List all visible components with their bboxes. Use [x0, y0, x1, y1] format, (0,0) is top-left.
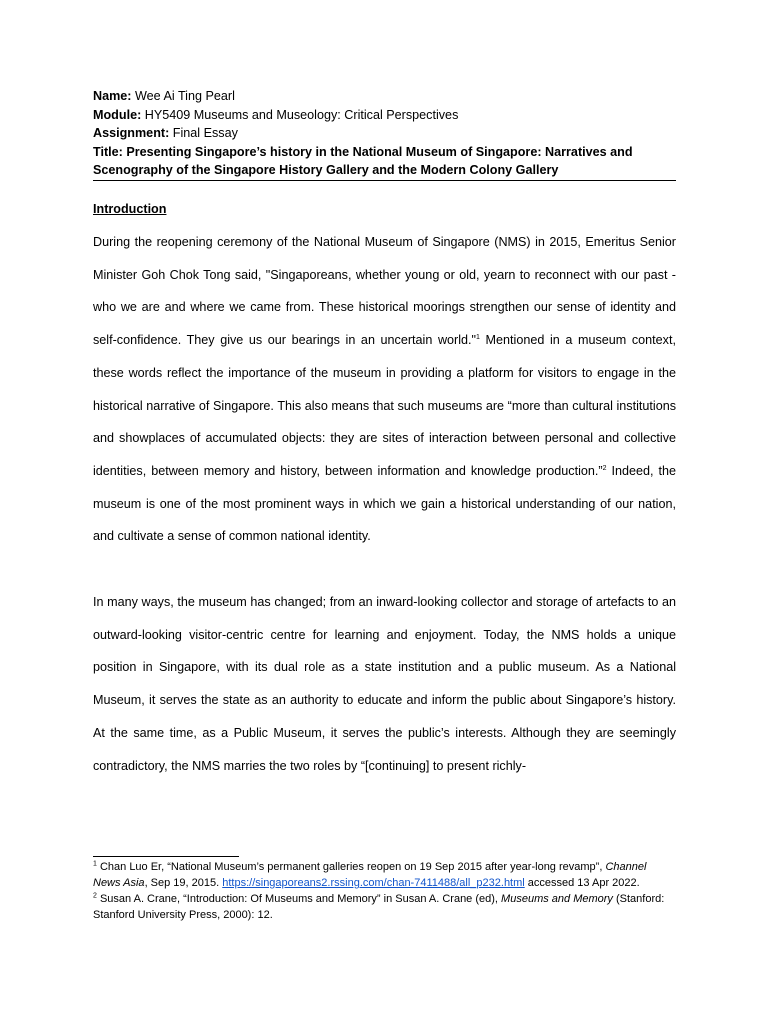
module-value: HY5409 Museums and Museology: Critical Perspectives	[141, 107, 459, 122]
name-label: Name:	[93, 89, 132, 103]
assignment-value: Final Essay	[169, 126, 238, 140]
footnote-1-number: 1	[93, 860, 97, 868]
footnote-2	[93, 891, 676, 923]
assignment-line	[93, 124, 676, 143]
footnote-separator	[93, 856, 239, 857]
paragraph-2: In many ways, the museum has changed; from an inward-looking collector and storage of artefacts to an outward-looking visitor-centric centre for learning and enjoyment. Today, the NMS holds a unique position in Singapore, with its dual role as a state institution and a public museum. As a National Museum, it serves the state as an authority to educate and inform the public about Singapore’s history. At the same time, as a Public Museum, it serves the public’s interests. Although they are seemingly contradictory, the NMS marries the two roles by “[continuing] to present richly-	[93, 595, 676, 773]
footnote-1-source: Channel News Asia	[93, 861, 647, 889]
name-value: Wee Ai Ting Pearl	[131, 89, 235, 103]
module-label: Module:	[93, 107, 142, 122]
footnote-2-text-b: (Stanford: Stanford University Press, 2000): 12.	[93, 893, 665, 921]
paragraph-1-part-2: Mentioned in a museum context, these words reflect the importance of the museum in providing a platform for visitors to engage in the historical narrative of Singapore. This also means that such museums are “more than cultural institutions and showplaces of accumulated objects: they are sites of interaction between personal and collective identities, between memory and history, between information and knowledge production.”	[93, 333, 676, 478]
footnotes	[93, 859, 676, 923]
essay-title-line-1: Title: Presenting Singapore’s history in the National Museum of Singapore: Narratives and	[93, 144, 633, 159]
paragraph-1	[93, 226, 676, 553]
paragraph-1-part-3: Indeed, the museum is one of the most prominent ways in which we gain a historical understanding of our nation, and cultivate a sense of common national identity.	[93, 463, 676, 544]
footnote-2-number: 2	[93, 892, 97, 900]
footnote-1	[93, 859, 676, 891]
name-line	[93, 87, 676, 106]
footnote-2-text-a: Susan A. Crane, “Introduction: Of Museums and Memory” in Susan A. Crane (ed),	[96, 893, 502, 905]
paragraph-1-part-1: During the reopening ceremony of the National Museum of Singapore (NMS) in 2015, Emeritus Senior Minister Goh Chok Tong said, "Singaporeans, whether young or old, yearn to reconnect with our past - who we are and where we came from. These historical moorings strengthen our sense of identity and self-confidence. They give us our bearings in an uncertain world."	[93, 235, 676, 348]
footnote-ref-2[interactable]: 2	[602, 464, 607, 472]
section-heading-introduction: Introduction	[93, 202, 167, 216]
title-divider	[93, 180, 676, 181]
assignment-label: Assignment:	[93, 126, 170, 140]
footnote-1-link[interactable]: https://singaporeans2.rssing.com/chan-7411488/all_p232.html	[222, 877, 525, 889]
footnote-1-text-a: Chan Luo Er, “National Museum’s permanent galleries reopen on 19 Sep 2015 after year-long revamp”,	[96, 861, 603, 873]
footnote-1-text-c: accessed 13 Apr 2022.	[524, 877, 640, 889]
footnote-2-source: Museums and Memory	[501, 893, 613, 905]
essay-header	[93, 87, 676, 180]
module-line	[93, 106, 676, 125]
footnote-1-text-b: , Sep 19, 2015.	[144, 877, 223, 889]
footnote-ref-1[interactable]: 1	[476, 333, 480, 341]
essay-title-line-2: Scenography of the Singapore History Gallery and the Modern Colony Gallery	[93, 163, 559, 177]
